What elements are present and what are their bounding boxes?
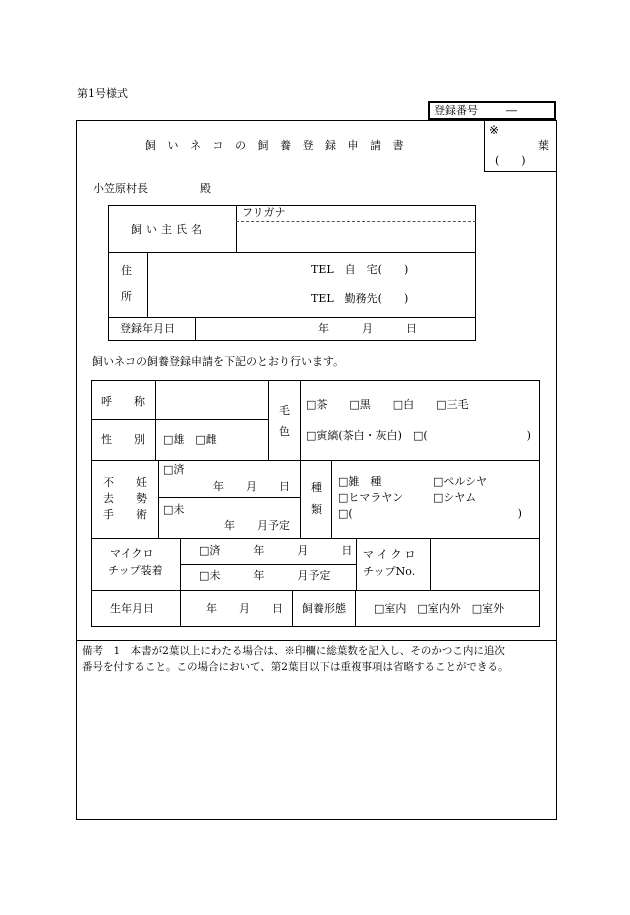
neuter-label-1: 不 妊	[103, 476, 147, 489]
call-name-input[interactable]	[156, 381, 267, 418]
sheet-paren: ( )	[495, 154, 526, 167]
furigana-label: フリガナ	[242, 206, 286, 219]
sex-options[interactable]: □雄 □雌	[163, 433, 217, 446]
microchip-label-1: マイクロ	[110, 547, 154, 560]
neuter-done-checkbox[interactable]: □済	[163, 463, 185, 476]
keeping-style-options[interactable]: □室内 □室内外 □室外	[374, 602, 505, 615]
birth-date-value: 年 月 日	[206, 602, 283, 615]
breed-siamese[interactable]: □シヤム	[433, 491, 477, 504]
asterisk-mark: ※	[489, 123, 500, 137]
neuter-label-2: 去 勢	[103, 492, 147, 505]
application-statement: 飼いネコの飼養登録申請を下記のとおり行います。	[92, 355, 345, 368]
address-label-1: 住	[121, 264, 132, 277]
registration-date-value: 年 月 日	[318, 322, 417, 335]
color-options-row2[interactable]: □寅縞(茶白・灰白) □( )	[306, 429, 531, 442]
color-label-1: 毛	[279, 404, 290, 417]
birth-date-label: 生年月日	[110, 602, 154, 615]
owner-name-label: 飼い主氏名	[131, 223, 206, 236]
chip-number-label-2: チップNo.	[363, 565, 416, 578]
sex-label: 性 別	[101, 433, 145, 446]
neuter-plan-date: 年 月予定	[224, 519, 290, 532]
sheet-unit: 葉	[538, 139, 549, 152]
tel-work: TEL 勤務先( )	[311, 292, 409, 305]
breed-label-1: 種	[311, 481, 322, 494]
addressee: 小笠原村長	[93, 182, 148, 195]
tel-home: TEL 自 宅( )	[311, 263, 409, 276]
keeping-style-label: 飼養形態	[302, 602, 346, 615]
owner-name-input[interactable]	[237, 223, 475, 251]
color-options-row1[interactable]: □茶 □黒 □白 □三毛	[306, 398, 469, 411]
color-label-2: 色	[279, 425, 290, 438]
registration-number-label: 登録番号	[434, 104, 478, 117]
notes-line-2: 番号を付すること。この場合において、第2葉目以下は重複事項は省略することができる。	[82, 661, 509, 673]
chip-number-label-1: マイクロ	[363, 548, 419, 561]
call-name-label: 呼 称	[101, 395, 145, 408]
notes-line-1: 備考 1 本書が2葉以上にわたる場合は、※印欄に総葉数を記入し、そのかつこ内に追次	[82, 645, 505, 657]
registration-date-label: 登録年月日	[120, 322, 175, 335]
neuter-label-3: 手 術	[103, 508, 147, 521]
breed-himalayan[interactable]: □ヒマラヤン	[338, 491, 404, 504]
breed-label-2: 類	[311, 503, 322, 516]
address-label-2: 所	[121, 290, 132, 303]
chip-not[interactable]: □未 年 月予定	[199, 569, 331, 582]
chip-done[interactable]: □済 年 月 日	[199, 544, 353, 557]
neuter-not-checkbox[interactable]: □未	[163, 503, 185, 516]
breed-mixed[interactable]: □雑 種	[338, 475, 382, 488]
addressee-suffix: 殿	[200, 182, 211, 195]
form-number: 第1号様式	[77, 87, 128, 100]
address-input[interactable]	[148, 253, 308, 316]
registration-number-dash: ―	[506, 104, 517, 117]
microchip-label-2: チップ装着	[108, 564, 163, 577]
breed-persian[interactable]: □ペルシヤ	[433, 475, 488, 488]
neuter-done-date: 年 月 日	[213, 480, 290, 493]
form-title: 飼いネコの飼養登録申請書	[145, 139, 415, 152]
chip-number-input[interactable]	[431, 539, 539, 589]
breed-other[interactable]: □( )	[338, 507, 522, 520]
